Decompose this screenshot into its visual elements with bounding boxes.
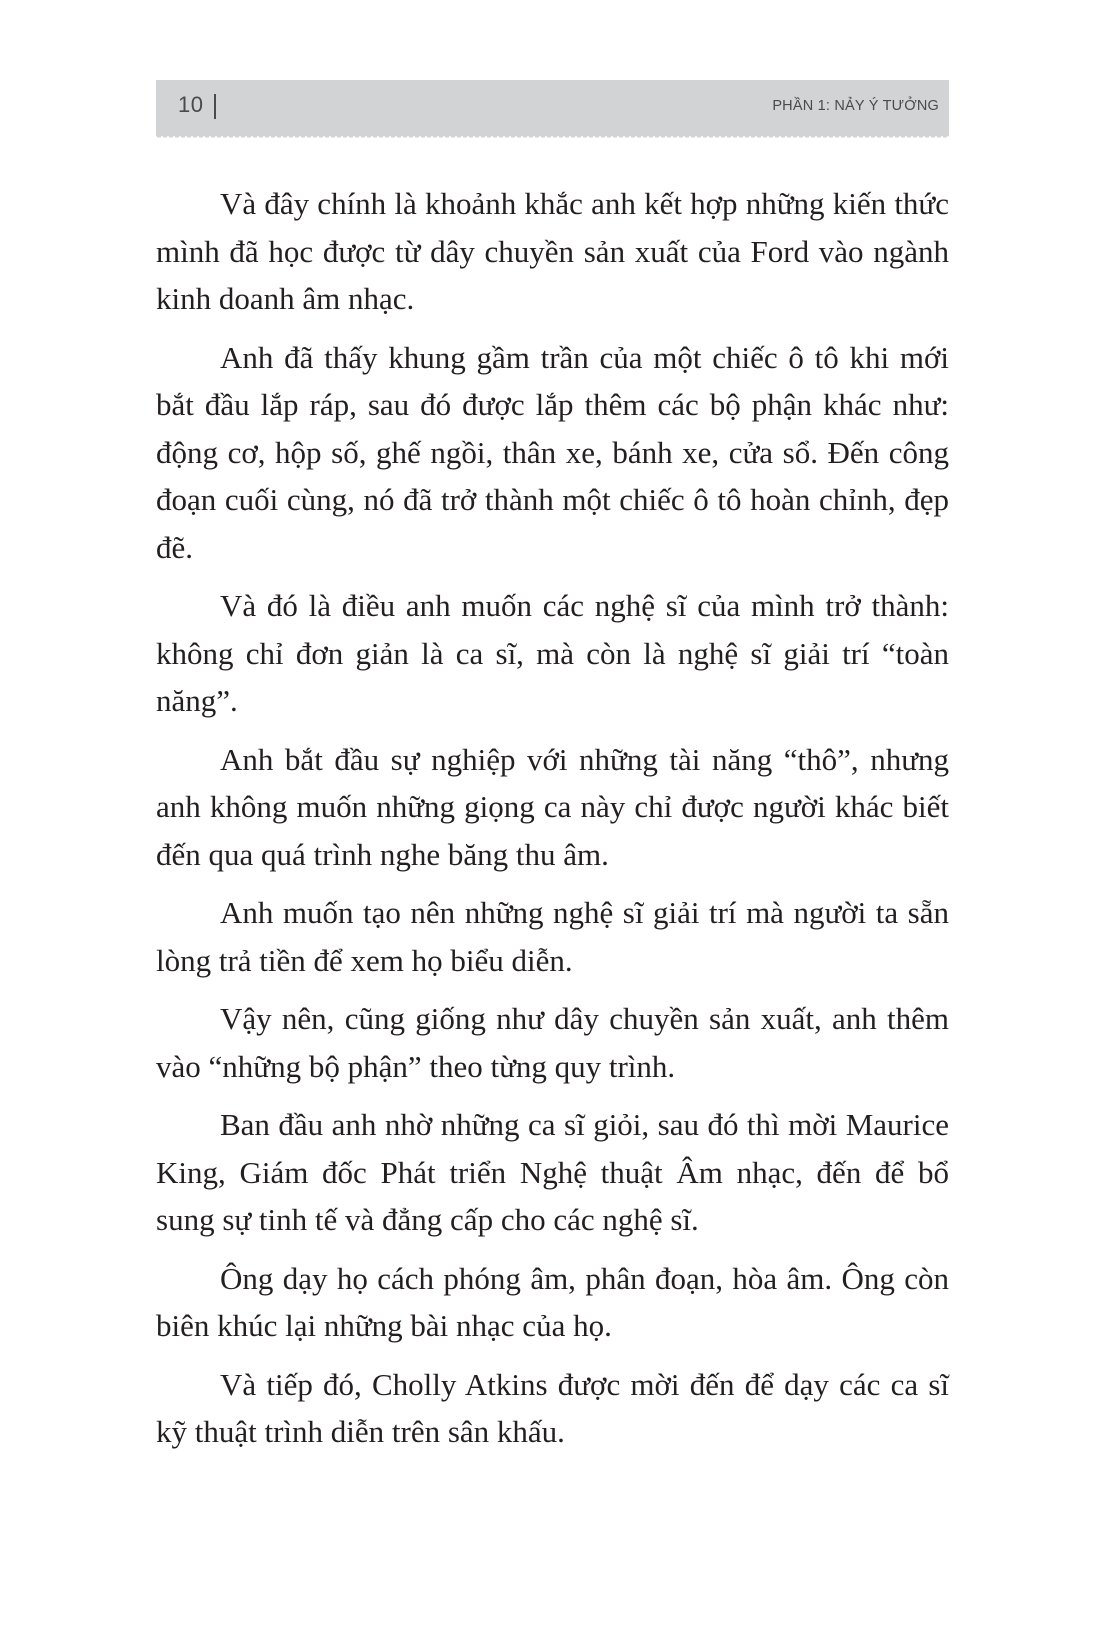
paragraph-7: Ban đầu anh nhờ những ca sĩ giỏi, sau đó thì mời Maurice King, Giám đốc Phát triển Nghệ thuật Âm nhạc, đến để bổ sung sự tinh tế và đẳng cấp cho các nghệ sĩ.: [156, 1107, 949, 1237]
paragraph-6: Vậy nên, cũng giống như dây chuyền sản xuất, anh thêm vào “những bộ phận” theo từng quy trình.: [156, 1001, 949, 1084]
paragraph-4: Anh bắt đầu sự nghiệp với những tài năng “thô”, nhưng anh không muốn những giọng ca này chỉ được người khác biết đến qua quá trình nghe băng thu âm.: [156, 741, 949, 872]
paragraph-3: Và đó là điều anh muốn các nghệ sĩ của mình trở thành: không chỉ đơn giản là ca sĩ, mà còn là nghệ sĩ giải trí “toàn năng”.: [156, 588, 949, 718]
header-separator: [214, 94, 216, 119]
section-title: PHẦN 1: NẢY Ý TƯỞNG: [772, 98, 939, 114]
running-header: [156, 80, 949, 136]
paragraph-5: Anh muốn tạo nên những nghệ sĩ giải trí mà người ta sẵn lòng trả tiền để xem họ biểu diễn.: [156, 895, 949, 978]
paragraph-1: Và đây chính là khoảnh khắc anh kết hợp những kiến thức mình đã học được từ dây chuyền sản xuất của Ford vào ngành kinh doanh âm nhạc.: [156, 186, 949, 316]
page-number: 10: [178, 92, 204, 117]
body-text: [156, 180, 949, 1467]
paragraph-8: Ông dạy họ cách phóng âm, phân đoạn, hòa âm. Ông còn biên khúc lại những bài nhạc của họ.: [156, 1260, 949, 1343]
paragraph-2: Anh đã thấy khung gầm trần của một chiếc ô tô khi mới bắt đầu lắp ráp, sau đó được lắp thêm các bộ phận khác như: động cơ, hộp số, ghế ngồi, thân xe, bánh xe, cửa sổ. Đến công đoạn cuối cùng, nó đã trở thành một chiếc ô tô hoàn chỉnh, đẹp đẽ.: [156, 339, 949, 565]
paragraph-9: Và tiếp đó, Cholly Atkins được mời đến để dạy các ca sĩ kỹ thuật trình diễn trên sân khấu.: [156, 1366, 949, 1449]
